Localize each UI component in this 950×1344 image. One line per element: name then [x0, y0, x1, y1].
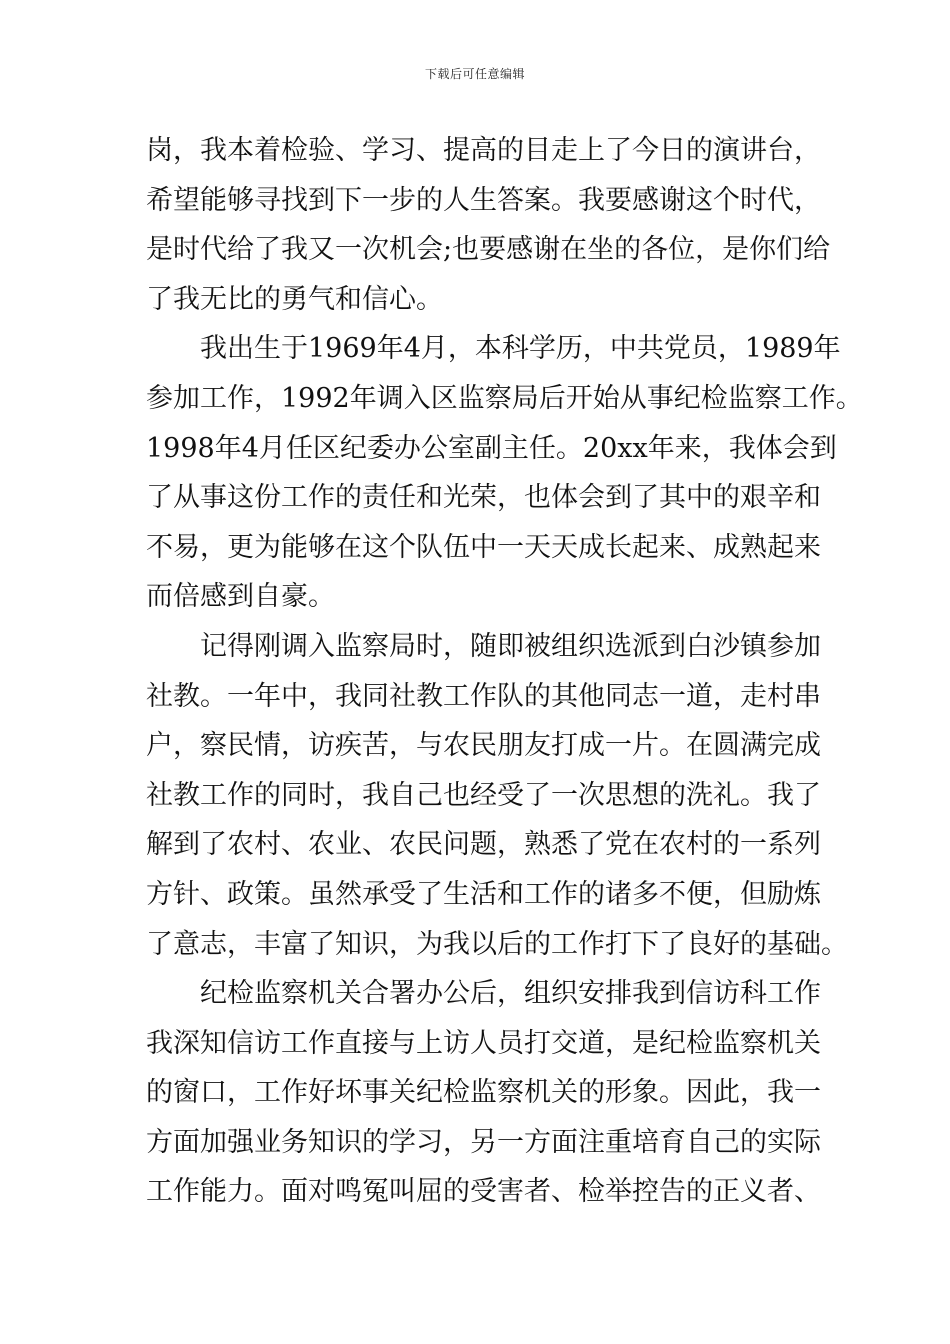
page-header: 下载后可任意编辑 [424, 67, 525, 81]
text-line: 不易，更为能够在这个队伍中一天天成长起来、成熟起来 [146, 531, 821, 563]
text-line: 解到了农村、农业、农民问题，熟悉了党在农村的一系列 [146, 829, 821, 861]
text-line: 参加工作，1992年调入区监察局后开始从事纪检监察工作。 [146, 382, 863, 414]
text-line: 了从事这份工作的责任和光荣，也体会到了其中的艰辛和 [146, 482, 821, 514]
text-line: 方针、政策。虽然承受了生活和工作的诸多不便，但励炼 [146, 878, 821, 910]
paragraph-first-line: 我出生于1969年4月，本科学历，中共党员，1989年 [200, 333, 841, 365]
text-line: 工作能力。面对鸣冤叫屈的受害者、检举控告的正义者、 [146, 1176, 821, 1208]
text-line: 户，察民情，访疾苦，与农民朋友打成一片。在圆满完成 [146, 730, 821, 762]
paragraph-first-line: 纪检监察机关合署办公后，组织安排我到信访科工作 [200, 978, 821, 1010]
text-line: 希望能够寻找到下一步的人生答案。我要感谢这个时代， [146, 184, 821, 216]
text-line: 1998年4月任区纪委办公室副主任。20xx年来，我体会到 [146, 432, 837, 464]
text-line: 社教工作的同时，我自己也经受了一次思想的洗礼。我了 [146, 779, 821, 811]
paragraph-first-line: 记得刚调入监察局时，随即被组织选派到白沙镇参加 [200, 630, 821, 662]
document-body [146, 126, 863, 1217]
text-line: 是时代给了我又一次机会;也要感谢在坐的各位，是你们给 [146, 234, 831, 266]
text-line: 的窗口，工作好坏事关纪检监察机关的形象。因此，我一 [146, 1077, 821, 1109]
text-line: 我深知信访工作直接与上访人员打交道，是纪检监察机关 [146, 1027, 821, 1059]
text-line: 社教。一年中，我同社教工作队的其他同志一道，走村串 [146, 680, 821, 712]
text-line: 岗，我本着检验、学习、提高的目走上了今日的演讲台， [146, 135, 821, 166]
text-line: 了意志，丰富了知识，为我以后的工作打下了良好的基础。 [146, 928, 848, 960]
text-line: 了我无比的勇气和信心。 [146, 283, 443, 315]
text-line: 方面加强业务知识的学习，另一方面注重培育自己的实际 [146, 1126, 821, 1158]
text-line: 而倍感到自豪。 [146, 581, 335, 613]
